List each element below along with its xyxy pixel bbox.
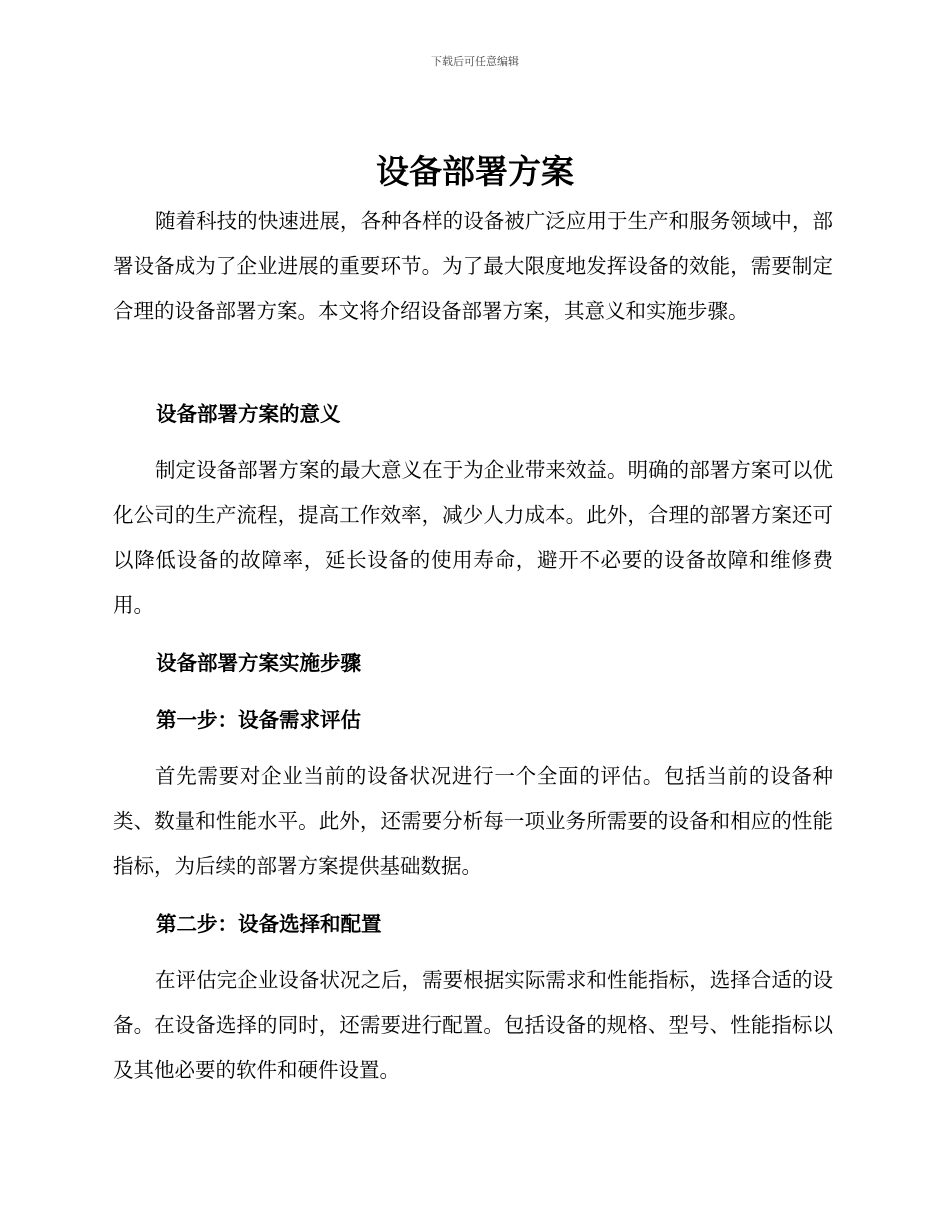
intro-paragraph: 随着科技的快速进展，各种各样的设备被广泛应用于生产和服务领域中，部署设备成为了企业进展的重要环节。为了最大限度地发挥设备的效能，需要制定合理的设备部署方案。本文将介绍设备部署方案，其意义和实施步骤。 bbox=[113, 209, 833, 323]
section-heading-steps: 设备部署方案实施步骤 bbox=[156, 651, 361, 675]
step2-paragraph: 在评估完企业设备状况之后，需要根据实际需求和性能指标，选择合适的设备。在设备选择的同时，还需要进行配置。包括设备的规格、型号、性能指标以及其他必要的软件和硬件设置。 bbox=[113, 968, 833, 1082]
step1-heading: 第一步：设备需求评估 bbox=[156, 708, 361, 732]
section-heading-meaning: 设备部署方案的意义 bbox=[156, 402, 341, 426]
step1-paragraph: 首先需要对企业当前的设备状况进行一个全面的评估。包括当前的设备种类、数量和性能水平。此外，还需要分析每一项业务所需要的设备和相应的性能指标，为后续的部署方案提供基础数据。 bbox=[113, 764, 833, 878]
document-title: 设备部署方案 bbox=[376, 152, 574, 191]
step2-heading: 第二步：设备选择和配置 bbox=[156, 912, 382, 936]
meaning-paragraph: 制定设备部署方案的最大意义在于为企业带来效益。明确的部署方案可以优化公司的生产流程，提高工作效率，减少人力成本。此外，合理的部署方案还可以降低设备的故障率，延长设备的使用寿命，避开不必要的设备故障和维修费用。 bbox=[113, 458, 833, 617]
header-note: 下载后可任意编辑 bbox=[431, 55, 519, 68]
